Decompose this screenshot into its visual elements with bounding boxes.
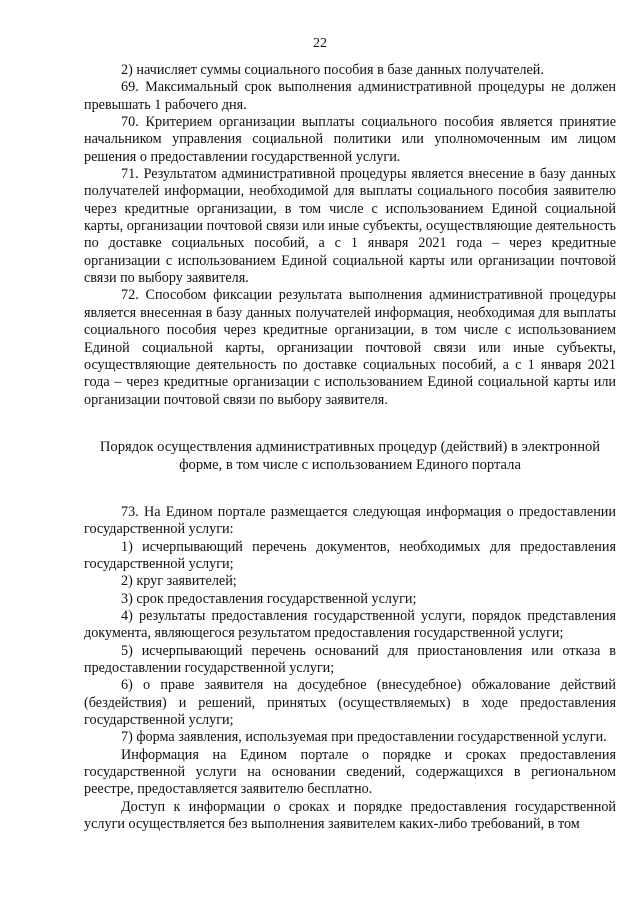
paragraph-70: 70. Критерием организации выплаты социального пособия является принятие начальником управления социальной политики или уполномоченным им лицом решения о предоставлении государственной услуги. (84, 114, 616, 165)
paragraph-info-free: Информация на Едином портале о порядке и сроках предоставления государственной услуги на основании сведений, содержащихся в региональном реестре, предоставляется заявителю бесплатно. (84, 746, 616, 798)
list-item-2: 2) круг заявителей; (121, 573, 237, 590)
page-number: 22 (313, 36, 327, 51)
paragraph-access: Доступ к информации о сроках и порядке предоставления государственной услуги осуществляется без выполнения заявителем каких-либо требований, в том (84, 798, 616, 833)
paragraph-69: 69. Максимальный срок выполнения административной процедуры не должен превышать 1 рабочего дня. (84, 79, 616, 113)
paragraph-72: 72. Способом фиксации результата выполнения административной процедуры является внесенная в базу данных получателей информация, необходимая для выплаты социального пособия через кредитные организации, в том числе с использованием Единой социальной карты, организации почтовой связи или иные субъекты, осуществляющие деятельность по доставке социальных пособий, а с 1 января 2021 года – через кредитные организации с использованием Единой социальной карты или организации почтовой связи по выбору заявителя. (84, 287, 616, 408)
list-item-4: 4) результаты предоставления государственной услуги, порядок представления документа, являющегося результатом предоставления государственной услуги; (84, 607, 616, 642)
page-content (84, 62, 616, 833)
list-item-7: 7) форма заявления, используемая при предоставлении государственной услуги. (121, 729, 607, 746)
paragraph-71: 71. Результатом административной процедуры является внесение в базу данных получателей информации, необходимой для выплаты социального пособия заявителю через кредитные организации, в том числе с использованием Единой социальной карты, организации почтовой связи или иные субъекты, осуществляющие деятельность по доставке социальных пособий, а с 1 января 2021 года – через кредитные организации с использованием Единой социальной карты или организации почтовой связи по выбору заявителя. (84, 166, 616, 287)
list-item-1: 1) исчерпывающий перечень документов, необходимых для предоставления государственной услуги; (84, 538, 616, 572)
list-item-5: 5) исчерпывающий перечень оснований для приостановления или отказа в предоставлении государственной услуги; (84, 642, 616, 676)
section-heading: Порядок осуществления административных процедур (действий) в электронной форме, в том числе с использованием Единого портала (99, 438, 601, 473)
paragraph-item-2: 2) начисляет суммы социального пособия в базе данных получателей. (121, 62, 544, 78)
list-item-6: 6) о праве заявителя на досудебное (внесудебное) обжалование действий (бездействия) и решений, принятых (осуществляемых) в ходе предоставления государственной услуги; (84, 677, 616, 728)
paragraph-73: 73. На Едином портале размещается следующая информация о предоставлении государственной услуги: (84, 503, 616, 538)
list-item-3: 3) срок предоставления государственной услуги; (121, 590, 417, 607)
